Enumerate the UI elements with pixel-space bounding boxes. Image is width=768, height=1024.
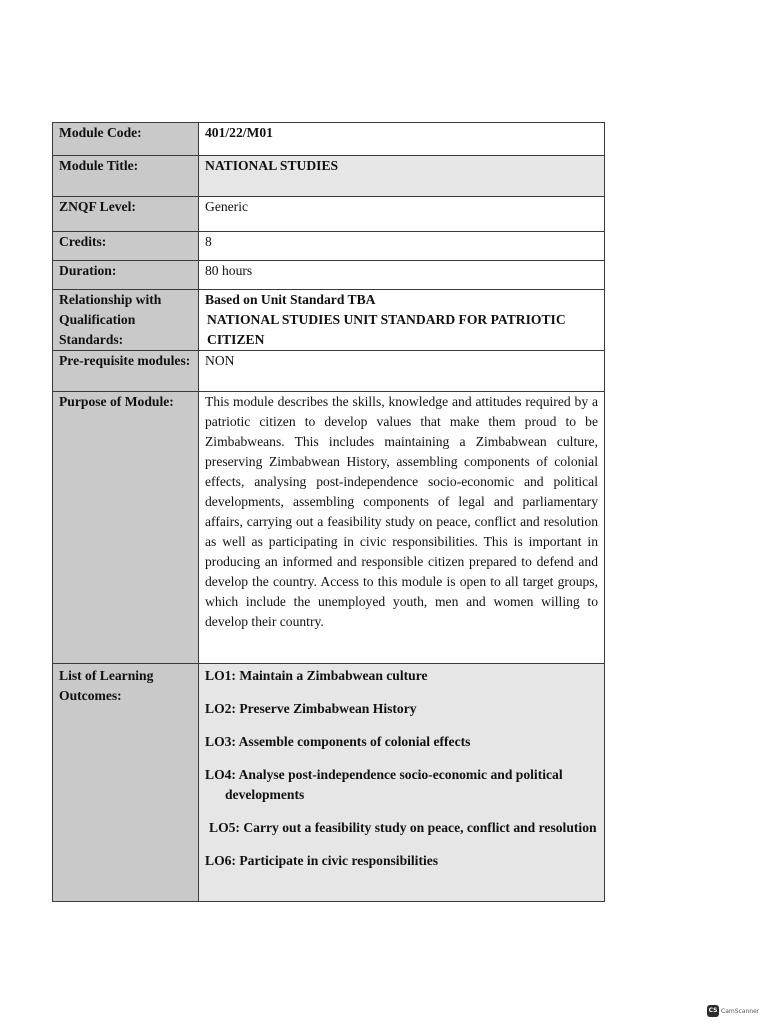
learning-outcome-item: LO4: Analyse post-independence socio-economic and political developments [205,767,563,802]
learning-outcomes-list [205,666,598,871]
learning-outcomes-row [53,664,605,902]
learning-outcome-item: LO6: Participate in civic responsibilities [205,853,439,868]
learning-outcome-item: LO1: Maintain a Zimbabwean culture [205,668,428,683]
relationship-label: Relationship with Qualification Standards: [53,290,199,351]
duration-value: 80 hours [199,261,605,290]
prerequisite-value: NON [199,351,605,392]
learning-outcome-item: LO2: Preserve Zimbabwean History [205,701,417,716]
module-details-table [52,122,605,902]
credits-value: 8 [199,232,605,261]
duration-row [53,261,605,290]
camscanner-watermark-text: CamScanner [721,1007,760,1015]
module-title-label: Module Title: [53,156,199,197]
znqf-level-label: ZNQF Level: [53,197,199,232]
camscanner-watermark [707,1005,759,1017]
learning-outcomes-label: List of Learning Outcomes: [53,664,199,902]
znqf-level-value: Generic [199,197,605,232]
duration-label: Duration: [53,261,199,290]
relationship-row [53,290,605,351]
learning-outcomes-cell [199,664,605,902]
learning-outcome-item: LO3: Assemble components of colonial effects [205,734,471,749]
module-title-row [53,156,605,197]
purpose-label: Purpose of Module: [53,392,199,664]
unit-standard-reference: Based on Unit Standard TBA [205,292,376,307]
credits-row [53,232,605,261]
purpose-text: This module describes the skills, knowledge and attitudes required by a patriotic citizen to develop values that make them proud to be Zimbabweans. This includes maintaining a Zimbabwean culture, preserving Zimbabwean History, assembling components of colonial effects, analysing post-independence socio-economic and political developments, assembling components of legal and parliamentary affairs, carrying out a feasibility study on peace, conflict and resolution as well as participating in civic responsibilities. This is important in producing an informed and responsible citizen prepared to defend and develop the country. Access to this module is open to all target groups, which include the unemployed youth, men and women willing to develop their country. [199,392,605,664]
module-code-value: 401/22/M01 [199,123,605,156]
znqf-level-row [53,197,605,232]
learning-outcome-item: LO5: Carry out a feasibility study on peace, conflict and resolution [209,820,597,835]
relationship-value [199,290,605,351]
camscanner-logo-icon: CS [707,1005,719,1017]
prerequisite-label: Pre-requisite modules: [53,351,199,392]
module-code-row [53,123,605,156]
module-title-value: NATIONAL STUDIES [199,156,605,197]
purpose-row [53,392,605,664]
credits-label: Credits: [53,232,199,261]
module-code-label: Module Code: [53,123,199,156]
prerequisite-row [53,351,605,392]
unit-standard-title: NATIONAL STUDIES UNIT STANDARD FOR PATRIOTIC CITIZEN [207,312,566,347]
